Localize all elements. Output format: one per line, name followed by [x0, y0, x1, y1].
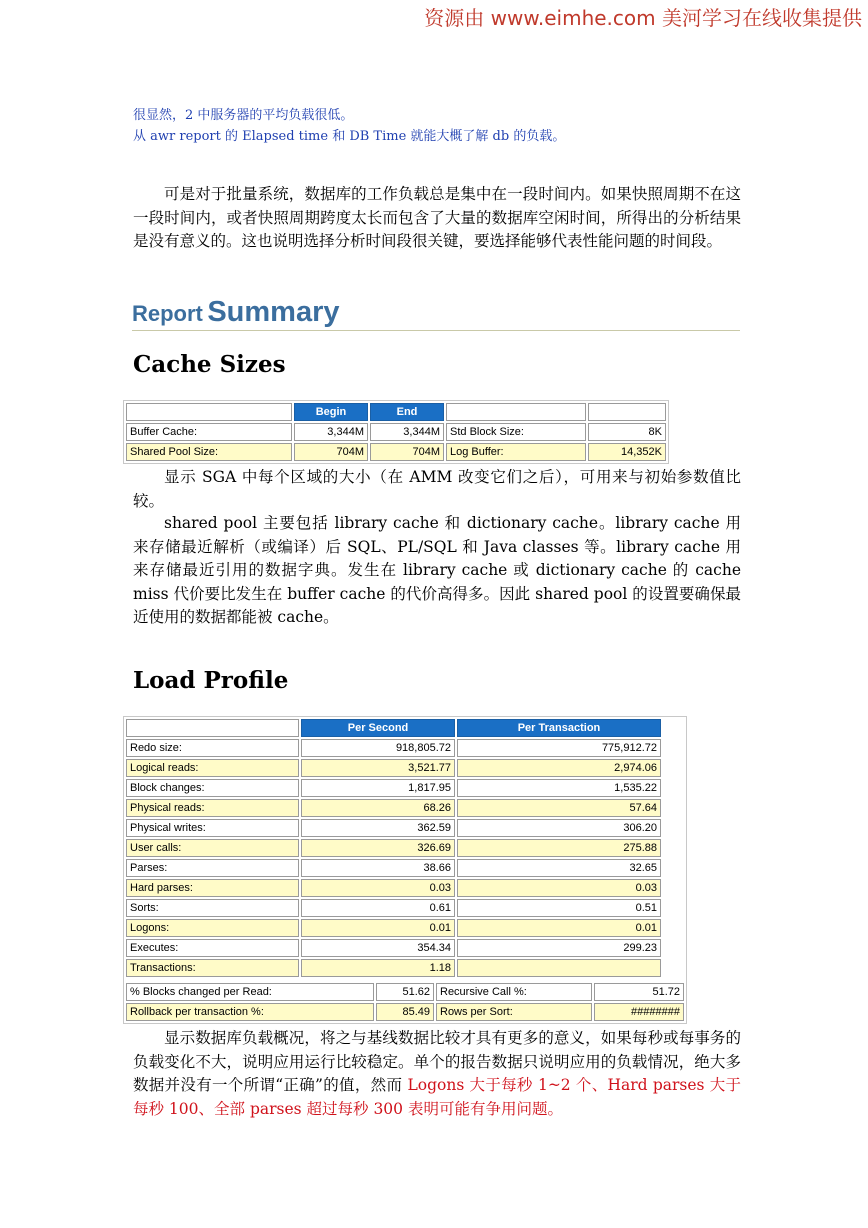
table-row	[126, 939, 661, 957]
table-row	[126, 959, 661, 977]
table-row	[126, 1003, 684, 1021]
begin-value: 3,344M	[294, 423, 368, 441]
cache-sizes-desc-1: 显示 SGA 中每个区域的大小（在 AMM 改变它们之后），可用来与初始参数值比较。	[133, 468, 741, 510]
table-row	[126, 799, 661, 817]
per-transaction-value: 0.51	[457, 899, 661, 917]
report-word: Report	[132, 301, 203, 326]
begin-value: 704M	[294, 443, 368, 461]
row-label: Parses:	[126, 859, 299, 877]
load-profile-extra-table	[124, 981, 686, 1023]
per-transaction-value: 0.01	[457, 919, 661, 937]
row-label: Logons:	[126, 919, 299, 937]
per-transaction-value: 299.23	[457, 939, 661, 957]
row-label: User calls:	[126, 839, 299, 857]
cache-sizes-desc-2: shared pool 主要包括 library cache 和 dictionary cache。library cache 用来存储最近解析（或编译）后 SQL、PL/SQL 和 Java classes 等。library cache 用来存储最近引用的数据字典。发生在 library cache 或 dictionary cache 的 cache miss 代价要比发生在 buffer cache 的代价高得多。因此 shared pool 的设置要确保最近使用的数据都能被 cache。	[133, 514, 741, 626]
stat-label: % Blocks changed per Read:	[126, 983, 374, 1001]
table-row	[126, 779, 661, 797]
per-transaction-value: 275.88	[457, 839, 661, 857]
row-label-2: Std Block Size:	[446, 423, 586, 441]
header-empty-cell	[588, 403, 666, 421]
row-label: Buffer Cache:	[126, 423, 292, 441]
per-second-value: 1.18	[301, 959, 455, 977]
row-label: Physical writes:	[126, 819, 299, 837]
cache-sizes-table-wrap	[123, 400, 669, 464]
per-second-value: 354.34	[301, 939, 455, 957]
cache-sizes-table	[124, 401, 668, 463]
value-2: 14,352K	[588, 443, 666, 461]
load-profile-table	[124, 717, 663, 979]
per-second-value: 918,805.72	[301, 739, 455, 757]
row-label: Block changes:	[126, 779, 299, 797]
note-line-1: 很显然，2 中服务器的平均负载很低。	[133, 108, 354, 123]
header-empty-cell	[446, 403, 586, 421]
row-label: Shared Pool Size:	[126, 443, 292, 461]
cache-sizes-title: Cache Sizes	[133, 351, 286, 378]
table-row	[126, 443, 666, 461]
row-label: Hard parses:	[126, 879, 299, 897]
row-label: Redo size:	[126, 739, 299, 757]
table-row	[126, 423, 666, 441]
table-row	[126, 839, 661, 857]
table-row	[126, 739, 661, 757]
stat-label: Recursive Call %:	[436, 983, 592, 1001]
per-transaction-value: 32.65	[457, 859, 661, 877]
row-label: Logical reads:	[126, 759, 299, 777]
summary-word: Summary	[207, 296, 340, 328]
load-profile-desc	[133, 1027, 741, 1121]
per-second-value: 326.69	[301, 839, 455, 857]
stat-label: Rollback per transaction %:	[126, 1003, 374, 1021]
note-line-2: 从 awr report 的 Elapsed time 和 DB Time 就能大概了解 db 的负载。	[133, 129, 566, 144]
load-profile-table-wrap	[123, 716, 687, 1024]
stat-label: Rows per Sort:	[436, 1003, 592, 1021]
per-second-value: 362.59	[301, 819, 455, 837]
row-label-2: Log Buffer:	[446, 443, 586, 461]
table-row	[126, 819, 661, 837]
table-row	[126, 759, 661, 777]
header-per-second: Per Second	[301, 719, 455, 737]
per-second-value: 0.01	[301, 919, 455, 937]
per-second-value: 68.26	[301, 799, 455, 817]
header-per-transaction: Per Transaction	[457, 719, 661, 737]
per-transaction-value: 775,912.72	[457, 739, 661, 757]
desc-red: Logons 大于每秒 1~2 个、Hard parses 大于每秒 100、全部 parses 超过每秒 300 表明可能有争用问题。	[133, 1076, 741, 1118]
heading-rule	[132, 330, 740, 331]
per-second-value: 0.61	[301, 899, 455, 917]
row-label: Sorts:	[126, 899, 299, 917]
stat-value: 85.49	[376, 1003, 434, 1021]
header-end: End	[370, 403, 444, 421]
per-transaction-value: 1,535.22	[457, 779, 661, 797]
stat-value: 51.72	[594, 983, 684, 1001]
per-second-value: 38.66	[301, 859, 455, 877]
per-second-value: 0.03	[301, 879, 455, 897]
watermark: 资源由 www.eimhe.com 美河学习在线收集提供	[424, 6, 862, 30]
per-transaction-value: 57.64	[457, 799, 661, 817]
table-row	[126, 899, 661, 917]
table-row	[126, 859, 661, 877]
report-summary-heading	[132, 296, 340, 329]
intro-paragraph: 可是对于批量系统，数据库的工作负载总是集中在一段时间内。如果快照周期不在这一段时间内，或者快照周期跨度太长而包含了大量的数据库空闲时间，所得出的分析结果是没有意义的。这也说明选择分析时间段很关键，要选择能够代表性能问题的时间段。	[133, 185, 741, 250]
table-row	[126, 983, 684, 1001]
per-second-value: 3,521.77	[301, 759, 455, 777]
per-transaction-value: 0.03	[457, 879, 661, 897]
header-empty-cell	[126, 719, 299, 737]
per-second-value: 1,817.95	[301, 779, 455, 797]
header-empty-cell	[126, 403, 292, 421]
per-transaction-value: 2,974.06	[457, 759, 661, 777]
table-row	[126, 919, 661, 937]
value-2: 8K	[588, 423, 666, 441]
end-value: 3,344M	[370, 423, 444, 441]
per-transaction-value: 306.20	[457, 819, 661, 837]
per-transaction-value	[457, 959, 661, 977]
row-label: Physical reads:	[126, 799, 299, 817]
stat-value: 51.62	[376, 983, 434, 1001]
header-begin: Begin	[294, 403, 368, 421]
stat-value: ########	[594, 1003, 684, 1021]
row-label: Executes:	[126, 939, 299, 957]
table-row	[126, 879, 661, 897]
end-value: 704M	[370, 443, 444, 461]
desc-normal: 显示数据库负载概况，将之与基线数据比较才具有更多的意义，如果每秒或每事务的负载变化不大，说明应用运行比较稳定。单个的报告数据只说明应用的负载情况，绝大多数据并没有一个所谓“正确”的值，然而	[133, 1029, 741, 1094]
row-label: Transactions:	[126, 959, 299, 977]
load-profile-title: Load Profile	[133, 667, 289, 694]
